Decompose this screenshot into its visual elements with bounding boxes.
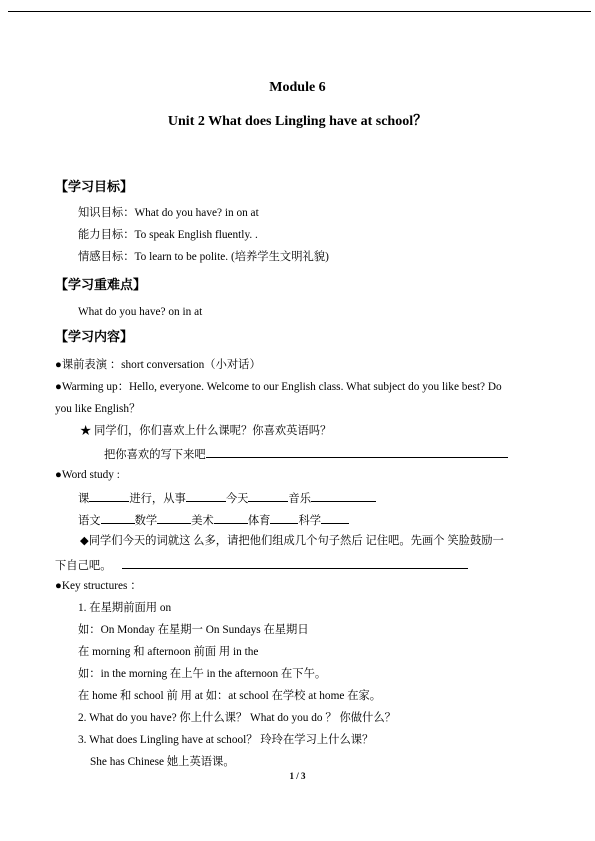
word-label: 数学 — [134, 515, 158, 527]
word-blank[interactable] — [321, 512, 349, 524]
goal-emotion: 情感目标：To learn to be polite. (培养学生文明礼貌) — [78, 251, 329, 263]
word-blank[interactable] — [186, 490, 226, 502]
unit-title: Unit 2 What does Lingling have at school？ — [167, 114, 428, 129]
word-label: 音乐 — [288, 493, 312, 505]
goal-knowledge: 知识目标：What do you have? in on at — [78, 207, 259, 219]
warmup-star-line: ★ 同学们，你们喜欢上什么课呢？你喜欢英语吗？ — [80, 425, 332, 437]
word-study-heading: ●Word study : — [55, 469, 120, 481]
word-label: 科学 — [298, 515, 322, 527]
structure-2-example: 如：in the morning 在上午 in the afternoon 在下午。 — [78, 668, 327, 680]
word-label: 美术 — [191, 515, 214, 527]
structure-1: 1. 在星期前面用 on — [78, 602, 172, 614]
warmup-line-1: ●Warming up：Hello, everyone. Welcome to our English class. What subject do you like best? Do — [55, 381, 502, 393]
header-rule — [8, 11, 591, 12]
preview-line: ●课前表演 ：short conversation（小对话） — [55, 359, 261, 371]
word-blank[interactable] — [101, 512, 135, 524]
write-blank[interactable] — [206, 446, 508, 458]
structure-2: 在 morning 和 afternoon 前面 用 in the — [78, 646, 259, 658]
word-study-tip-2 — [55, 557, 468, 573]
word-label: 进行，从事 — [129, 493, 186, 505]
word-label: 语文 — [78, 515, 101, 527]
warmup-line-2: you like English？ — [55, 403, 141, 415]
word-blank[interactable] — [157, 512, 191, 524]
structure-6: She has Chinese 她上英语课。 — [90, 756, 235, 768]
word-label: 课 — [78, 493, 90, 505]
section-heading-goals: 【学习目标】 — [55, 180, 134, 195]
sentence-blank[interactable] — [122, 557, 468, 569]
word-study-row-2 — [78, 512, 349, 528]
structure-4: 2. What do you have? 你上什么课？ What do you do ？ 你做什么？ — [78, 712, 396, 724]
structure-3: 在 home 和 school 前 用 at 如：at school 在学校 at home 在家。 — [78, 690, 382, 702]
word-blank[interactable] — [248, 490, 288, 502]
word-blank[interactable] — [89, 490, 129, 502]
goal-ability: 能力目标：To speak English fluently. . — [78, 229, 258, 241]
word-label: 体育 — [247, 515, 271, 527]
section-heading-key-points: 【学习重难点】 — [55, 278, 147, 293]
structure-1-example: 如：On Monday 在星期一 On Sundays 在星期日 — [78, 624, 309, 636]
section-heading-content: 【学习内容】 — [55, 330, 134, 345]
word-blank[interactable] — [214, 512, 248, 524]
page-number: 1 / 3 — [289, 771, 306, 781]
warmup-write-prompt: 把你喜欢的写下来吧 — [104, 449, 206, 461]
warmup-write-line — [104, 446, 508, 462]
word-study-tip-1: ◆同学们今天的词就这 么多，请把他们组成几个句子然后 记住吧。先画个 笑脸鼓励一 — [80, 535, 504, 547]
word-blank[interactable] — [311, 490, 376, 502]
tip-text: 下自己吧。 — [55, 560, 112, 572]
module-title: Module 6 — [269, 80, 326, 95]
word-blank[interactable] — [270, 512, 298, 524]
key-points-text: What do you have? on in at — [78, 306, 203, 318]
word-label: 今天 — [225, 493, 249, 505]
structure-5: 3. What does Lingling have at school？ 玲玲在学习上什么课？ — [78, 734, 374, 746]
key-structures-heading: ●Key structures ： — [55, 580, 142, 592]
word-study-row-1 — [78, 490, 376, 506]
